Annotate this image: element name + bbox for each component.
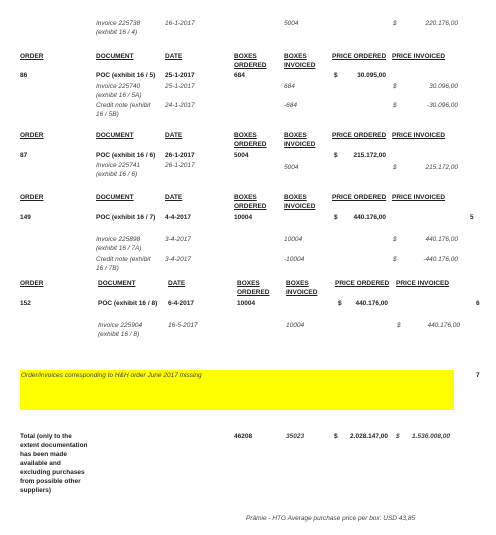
invoice-doc-ref: (exhibit 16 / 8)	[98, 331, 140, 338]
total-label-line: extent documentation	[20, 442, 88, 449]
total-invoice-currency: $	[396, 433, 400, 440]
header-document: DOCUMENT	[98, 280, 136, 287]
row-number: 5	[470, 214, 474, 221]
poc-doc: POC (exhibit 16 / 7)	[96, 214, 156, 221]
poc-doc: POC (exhibit 16 / 8)	[98, 300, 158, 307]
boxes-ordered: 5004	[234, 152, 249, 159]
invoice-doc: Invoice 225741	[96, 162, 141, 169]
price-ordered: 440.176,00	[353, 214, 386, 221]
order-number: 86	[20, 72, 28, 79]
header-boxes-ordered: BOXES	[237, 280, 260, 287]
header-boxes-invoiced: BOXES	[286, 280, 309, 287]
price-currency: $	[334, 72, 338, 79]
credit-note-date: 3-4-2017	[165, 256, 192, 263]
credit-note-doc-ref: 16 / 5B)	[96, 111, 119, 118]
credit-note-doc: Credit note (exhibit	[96, 256, 151, 263]
average-price-note: Prämie - HTG Average purchase price per box: USD 43,85	[246, 515, 416, 522]
invoice-boxes: 5004	[284, 20, 299, 27]
poc-date: 4-4-2017	[165, 214, 192, 221]
credit-note-date: 24-1-2017	[165, 102, 195, 109]
invoice-amount: 440.176,00	[425, 236, 458, 243]
boxes-ordered: 10004	[237, 300, 256, 307]
header-date: DATE	[165, 194, 183, 201]
price-currency: $	[334, 214, 338, 221]
header-date: DATE	[165, 53, 183, 60]
missing-orders-note: Order/invoices corresponding to H&H order June 2017 missing	[21, 372, 202, 379]
header-boxes-ordered-2: ORDERED	[237, 289, 270, 296]
boxes-ordered: 10004	[234, 214, 253, 221]
header-boxes-invoiced-2: INVOICED	[284, 62, 316, 69]
total-price-invoiced: 1.536.008,00	[412, 433, 450, 440]
header-order: ORDER	[20, 280, 44, 287]
header-price-invoiced: PRICE INVOICED	[392, 53, 446, 60]
row-number: 6	[476, 300, 480, 307]
total-label-line: available and	[20, 460, 61, 467]
invoice-amount: 220.176,00	[425, 20, 458, 27]
invoice-doc-ref: (exhibit 16 / 4)	[96, 29, 138, 36]
header-boxes-ordered: BOXES	[234, 53, 257, 60]
invoice-currency: $	[393, 83, 397, 90]
price-currency: $	[334, 152, 338, 159]
header-boxes-ordered-2: ORDERED	[234, 62, 267, 69]
invoice-amount: 30.096,00	[429, 83, 458, 90]
invoice-date: 3-4-2017	[165, 236, 192, 243]
header-order: ORDER	[20, 194, 44, 201]
header-boxes-ordered-2: ORDERED	[234, 141, 267, 148]
total-price-currency: $	[334, 433, 338, 440]
poc-doc: POC (exhibit 16 / 5)	[96, 72, 156, 79]
invoice-currency: $	[393, 20, 397, 27]
credit-note-currency: $	[393, 256, 397, 263]
header-order: ORDER	[20, 53, 44, 60]
header-price-ordered: PRICE ORDERED	[332, 53, 387, 60]
header-boxes-ordered-2: ORDERED	[234, 203, 267, 210]
invoice-boxes: 10004	[286, 322, 305, 329]
header-boxes-invoiced-2: INVOICED	[284, 203, 316, 210]
credit-note-doc: Credit note (exhibit	[96, 102, 151, 109]
invoice-doc: Invoice 225740	[96, 83, 141, 90]
invoice-currency: $	[393, 236, 397, 243]
poc-date: 6-4-2017	[168, 300, 195, 307]
poc-date: 25-1-2017	[165, 72, 195, 79]
invoice-doc-ref: (exhibit 16 / 7A)	[96, 245, 142, 252]
poc-date: 26-1-2017	[165, 152, 195, 159]
price-ordered: 215.172,00	[353, 152, 386, 159]
invoice-date: 16-1-2017	[165, 20, 195, 27]
credit-note-amount: -440.176,00	[423, 256, 458, 263]
header-date: DATE	[168, 280, 186, 287]
invoice-currency: $	[393, 164, 397, 171]
header-boxes-ordered: BOXES	[234, 132, 257, 139]
price-ordered: 440.176,00	[355, 300, 388, 307]
credit-note-boxes: -684	[284, 102, 298, 109]
price-ordered: 30.095,00	[357, 72, 386, 79]
header-boxes-invoiced: BOXES	[284, 53, 307, 60]
credit-note-amount: -30.096,00	[426, 102, 458, 109]
row-number: 7	[476, 372, 480, 379]
header-price-ordered: PRICE ORDERED	[335, 280, 390, 287]
total-label-line: excluding purchases	[20, 469, 85, 476]
price-currency: $	[338, 300, 342, 307]
invoice-boxes: 5004	[284, 164, 299, 171]
boxes-ordered: 684	[234, 72, 245, 79]
invoice-currency: $	[397, 322, 401, 329]
total-label-line: suppliers)	[20, 487, 52, 494]
total-label-line: from possible other	[20, 478, 81, 485]
total-boxes-invoiced: 35023	[286, 433, 305, 440]
header-order: ORDER	[20, 132, 44, 139]
invoice-doc-ref: (exhibit 16 / 5A)	[96, 92, 142, 99]
invoice-amount: 440.176,00	[427, 322, 460, 329]
credit-note-boxes: -10004	[284, 256, 305, 263]
header-price-ordered: PRICE ORDERED	[332, 194, 387, 201]
invoice-doc-ref: (exhibit 16 / 6)	[96, 171, 138, 178]
invoice-amount: 215.172,00	[425, 164, 458, 171]
invoice-boxes: 684	[284, 83, 295, 90]
header-document: DOCUMENT	[96, 53, 134, 60]
header-date: DATE	[165, 132, 183, 139]
poc-doc: POC (exhibit 16 / 6)	[96, 152, 156, 159]
credit-note-currency: $	[393, 102, 397, 109]
header-price-invoiced: PRICE INVOICED	[392, 132, 446, 139]
total-label-line: Total (only to the	[20, 433, 72, 440]
credit-note-doc-ref: 16 / 7B)	[96, 265, 119, 272]
header-price-invoiced: PRICE INVOICED	[392, 194, 446, 201]
header-document: DOCUMENT	[96, 194, 134, 201]
header-boxes-invoiced-2: INVOICED	[286, 289, 318, 296]
invoice-doc: Invoice 225904	[98, 322, 143, 329]
header-boxes-invoiced-2: INVOICED	[284, 141, 316, 148]
header-boxes-invoiced: BOXES	[284, 194, 307, 201]
header-document: DOCUMENT	[96, 132, 134, 139]
invoice-doc: Invoice 225738	[96, 20, 141, 27]
header-price-ordered: PRICE ORDERED	[332, 132, 387, 139]
total-label-line: has been made	[20, 451, 67, 458]
invoice-date: 25-1-2017	[165, 83, 195, 90]
invoice-date: 16-5-2017	[168, 322, 198, 329]
invoice-date: 26-1-2017	[165, 162, 195, 169]
order-number: 149	[20, 214, 31, 221]
header-boxes-invoiced: BOXES	[284, 132, 307, 139]
total-price-ordered: 2.028.147,00	[350, 433, 388, 440]
total-boxes-ordered: 46208	[234, 433, 253, 440]
invoice-boxes: 10004	[284, 236, 303, 243]
order-number: 87	[20, 152, 28, 159]
invoice-doc: Invoice 225898	[96, 236, 141, 243]
header-price-invoiced: PRICE INVOICED	[396, 280, 450, 287]
order-number: 152	[20, 300, 31, 307]
header-boxes-ordered: BOXES	[234, 194, 257, 201]
